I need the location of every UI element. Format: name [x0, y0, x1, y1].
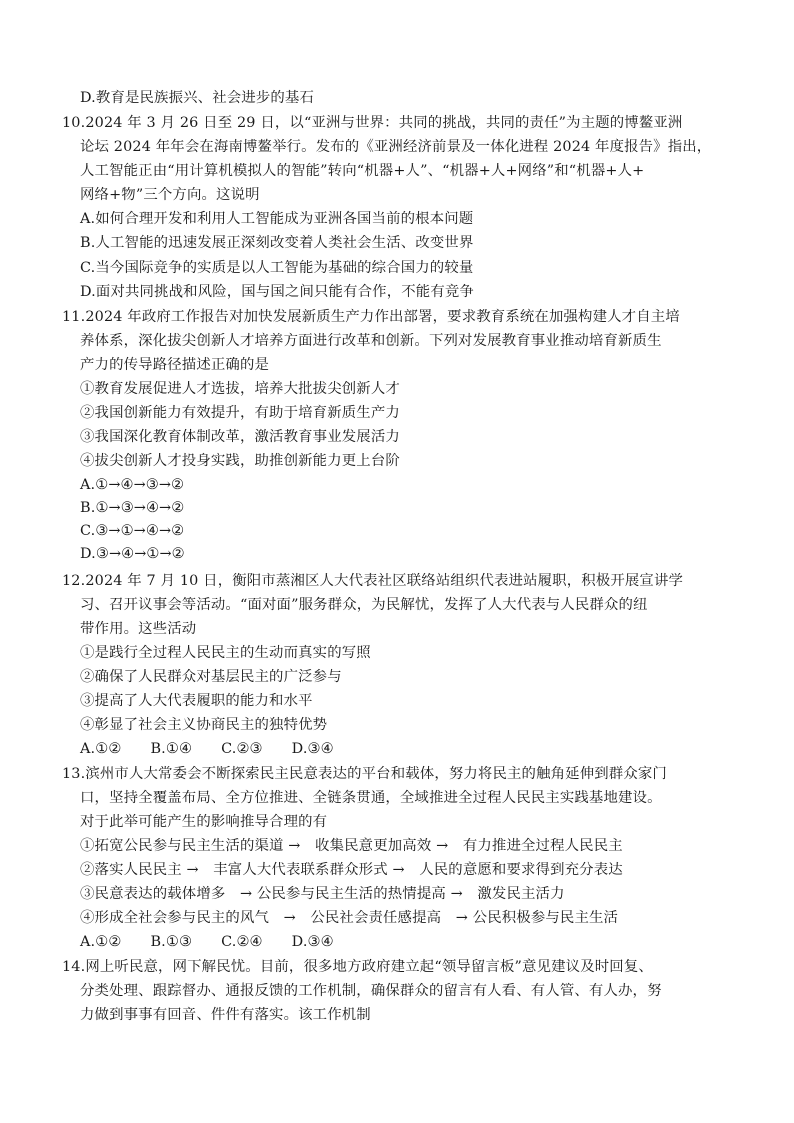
q11-stem-line-2: 养体系，深化拔尖创新人才培养方面进行改革和创新。下列对发展教育事业推动培育新质生 — [80, 333, 662, 349]
q11-option-c: C.③→①→④→② — [80, 523, 185, 539]
q13-stem-line-2: 口，坚持全覆盖布局、全方位推进、全链条贯通，全域推进全过程人民民主实践基地建设。 — [80, 790, 662, 806]
q11-stem-line-3: 产力的传导路径描述正确的是 — [80, 357, 270, 373]
q10-option-c: C.当今国际竞争的实质是以人工智能为基础的综合国力的较量 — [80, 260, 474, 276]
q12-item-3: ③提高了人大代表履职的能力和水平 — [80, 693, 313, 709]
q11-option-b: B.①→③→④→② — [80, 500, 185, 516]
q10-option-b: B.人工智能的迅速发展正深刻改变着人类社会生活、改变世界 — [80, 235, 474, 251]
option-d-previous: D.教育是民族振兴、社会进步的基石 — [80, 90, 315, 106]
q14-stem-line-1: 14.网上听民意，网下解民忧。目前，很多地方政府建立起“领导留言板”意见建议及时回复、 — [62, 959, 653, 975]
q11-item-2: ②我国创新能力有效提升，有助于培育新质生产力 — [80, 405, 400, 421]
q11-option-a: A.①→④→③→② — [80, 477, 185, 493]
q12-item-1: ①是践行全过程人民民主的生动而真实的写照 — [80, 645, 371, 661]
q10-option-d: D.面对共同挑战和风险，国与国之间只能有合作，不能有竞争 — [80, 284, 474, 300]
q11-stem-line-1: 11.2024 年政府工作报告对加快发展新质生产力作出部署，要求教育系统在加强构建人才自主培 — [62, 309, 680, 325]
q13-stem-line-3: 对于此举可能产生的影响推导合理的有 — [80, 814, 328, 830]
q10-stem-line-3: 人工智能正由“用计算机模拟人的智能”转向“机器+人”、“机器+人+网络”和“机器+人+ — [80, 163, 645, 179]
q10-stem-line-4: 网络+物”三个方向。这说明 — [80, 187, 260, 203]
q13-item-4: ④形成全社会参与民主的风气 → 公民社会责任感提高 → 公民积极参与民主生活 — [80, 910, 619, 926]
q13-options: A.①② B.①③ C.②④ D.③④ — [80, 934, 334, 950]
q13-item-1: ①拓宽公民参与民主生活的渠道 → 收集民意更加高效 → 有力推进全过程人民民主 — [80, 838, 623, 854]
q12-item-2: ②确保了人民群众对基层民主的广泛参与 — [80, 669, 342, 685]
q13-item-2: ②落实人民民主 → 丰富人大代表联系群众形式 → 人民的意愿和要求得到充分表达 — [80, 862, 623, 878]
q12-item-4: ④彰显了社会主义协商民主的独特优势 — [80, 717, 328, 733]
q10-option-a: A.如何合理开发和利用人工智能成为亚洲各国当前的根本问题 — [80, 211, 474, 227]
q11-option-d: D.③→④→①→② — [80, 546, 185, 562]
q13-item-3: ③民意表达的载体增多 → 公民参与民主生活的热情提高 → 激发民主活力 — [80, 886, 565, 902]
q11-item-4: ④拔尖创新人才投身实践，助推创新能力更上台阶 — [80, 453, 400, 469]
q14-stem-line-2: 分类处理、跟踪督办、通报反馈的工作机制，确保群众的留言有人看、有人管、有人办，努 — [80, 983, 662, 999]
q11-item-3: ③我国深化教育体制改革，激活教育事业发展活力 — [80, 429, 400, 445]
q11-item-1: ①教育发展促进人才选拔，培养大批拔尖创新人才 — [80, 381, 400, 397]
q12-stem-line-1: 12.2024 年 7 月 10 日，衡阳市蒸湘区人大代表社区联络站组织代表进站履职，积极开展宣讲学 — [62, 573, 684, 589]
q12-stem-line-2: 习、召开议事会等活动。“面对面”服务群众，为民解忧，发挥了人大代表与人民群众的纽 — [80, 597, 648, 613]
q12-options: A.①② B.①④ C.②③ D.③④ — [80, 741, 334, 757]
q10-stem-line-1: 10.2024 年 3 月 26 日至 29 日，以“亚洲与世界：共同的挑战，共同的责任”为主题的博鳌亚洲 — [62, 115, 683, 131]
q14-stem-line-3: 力做到事事有回音、件件有落实。该工作机制 — [80, 1007, 371, 1023]
q12-stem-line-3: 带作用。这些活动 — [80, 621, 197, 637]
q10-stem-line-2: 论坛 2024 年年会在海南博鳌举行。发布的《亚洲经济前景及一体化进程 2024 年度报告》指出， — [80, 139, 712, 155]
q13-stem-line-1: 13.滨州市人大常委会不断探索民主民意表达的平台和载体，努力将民主的触角延伸到群众家门 — [62, 766, 667, 782]
